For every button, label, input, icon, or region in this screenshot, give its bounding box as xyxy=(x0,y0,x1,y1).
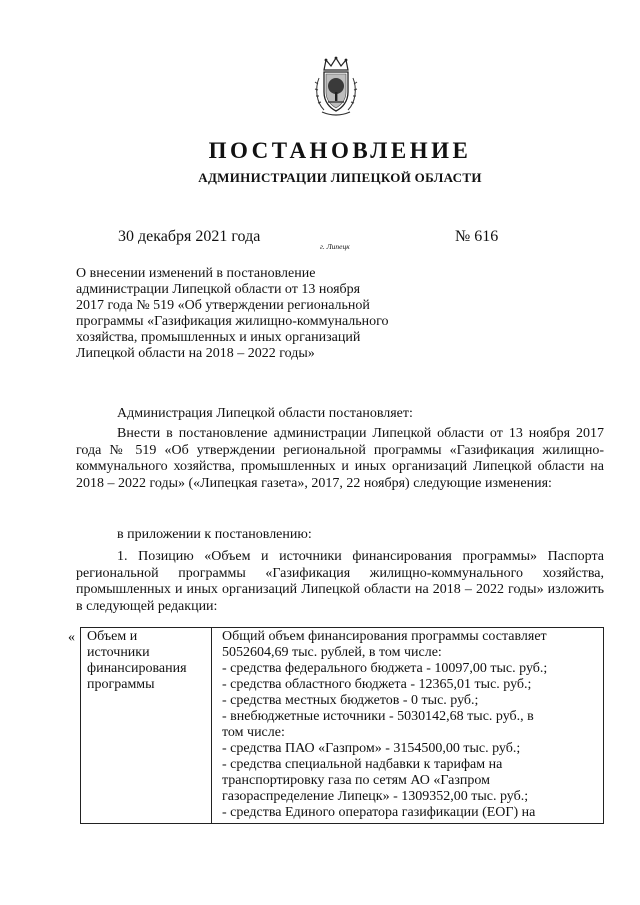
financing-line: - средства федерального бюджета - 10097,00 тыс. руб.; xyxy=(222,661,548,676)
document-city: г. Липецк xyxy=(320,242,350,251)
financing-table xyxy=(80,627,604,824)
financing-content-cell xyxy=(212,628,604,824)
financing-line: том числе: xyxy=(222,725,285,740)
financing-line: - средства местных бюджетов - 0 тыс. руб.; xyxy=(222,693,479,708)
label-line: финансирования xyxy=(87,661,187,676)
financing-line: - внебюджетные источники - 5030142,68 тыс. руб., в xyxy=(222,709,534,724)
heading-line: администрации Липецкой области от 13 ноября xyxy=(76,282,361,297)
annex-intro-paragraph: в приложении к постановлению: xyxy=(117,527,312,542)
financing-line: Общий объем финансирования программы составляет xyxy=(222,629,547,644)
financing-line: - средства Единого оператора газификации (ЕОГ) на xyxy=(222,805,536,820)
label-line: программы xyxy=(87,677,155,692)
lipetsk-coat-of-arms-icon xyxy=(314,56,358,118)
financing-line: транспортировку газа по сетям АО «Газпром xyxy=(222,773,490,788)
heading-line: О внесении изменений в постановление xyxy=(76,266,316,281)
heading-line: 2017 года № 519 «Об утверждении региональной xyxy=(76,298,370,313)
document-heading xyxy=(76,266,406,362)
document-title: ПОСТАНОВЛЕНИЕ xyxy=(208,138,472,163)
financing-line: - средства специальной надбавки к тарифам на xyxy=(222,757,503,772)
document-date: 30 декабря 2021 года xyxy=(118,228,261,245)
table-row xyxy=(81,628,604,824)
financing-label-cell xyxy=(81,628,212,824)
resolves-paragraph: Администрация Липецкой области постановляет: xyxy=(117,406,413,421)
opening-quote-mark: « xyxy=(68,630,75,645)
document-number: № 616 xyxy=(455,228,499,245)
label-line: Объем и xyxy=(87,629,138,644)
document-subtitle: АДМИНИСТРАЦИИ ЛИПЕЦКОЙ ОБЛАСТИ xyxy=(198,170,482,185)
heading-line: Липецкой области на 2018 – 2022 годы» xyxy=(76,346,315,361)
label-line: источники xyxy=(87,645,150,660)
item-1-paragraph: 1. Позицию «Объем и источники финансирования программы» Паспорта региональной программы «Газификация жилищно-коммунального хозяйства, промышленных и иных организаций Липецкой области на 2018 – 2022 годы» изложить в следующей редакции: xyxy=(76,549,604,614)
amend-paragraph: Внести в постановление администрации Липецкой области от 13 ноября 2017 года № 519 «Об утверждении региональной программы «Газификация жилищно-коммунального хозяйства, промышленных и иных организаций Липецкой области на 2018 – 2022 годы» («Липецкая газета», 2017, 22 ноября) следующие изменения: xyxy=(76,426,604,491)
financing-line: - средства областного бюджета - 12365,01 тыс. руб.; xyxy=(222,677,532,692)
financing-line: 5052604,69 тыс. рублей, в том числе: xyxy=(222,645,442,660)
heading-line: хозяйства, промышленных и иных организаций xyxy=(76,330,361,345)
financing-line: - средства ПАО «Газпром» - 3154500,00 тыс. руб.; xyxy=(222,741,521,756)
financing-line: газораспределение Липецк» - 1309352,00 тыс. руб.; xyxy=(222,789,529,804)
heading-line: программы «Газификация жилищно-коммунального xyxy=(76,314,389,329)
